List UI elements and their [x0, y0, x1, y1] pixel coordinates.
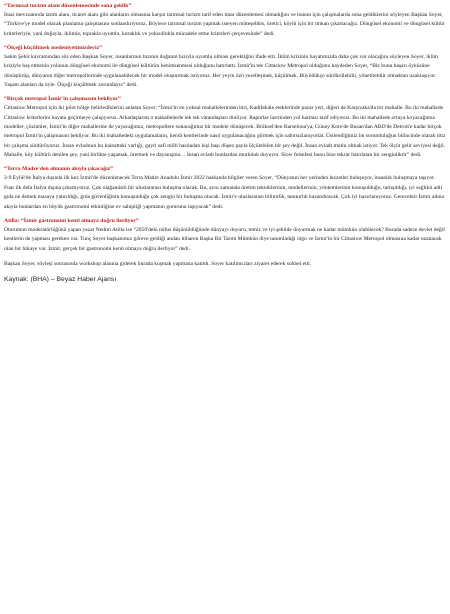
- section-terra-madre: [4, 166, 446, 211]
- section-paragraph: İmar mevzuatında tarım alanı, ticaret alanı gibi alanların olmasına karşın tarımsal turizm tarif eden imar düzenlemesi olmadığını ve bunun için çalışmalarda sona geldiklerini söyleyen Başkan Soyer, “Türkiye'ye model olacak planlama çalışmasını sonlandırıyoruz. Böylece tarımsal turizm yapmak isteyen müteşebbis, üretici, köylü için bir imkan çıkartacağız. Döngüsel ekonomi ve döngüsel kültür kriterleriyle, yani doğayla, iklimle, toprakla uyumlu, kuraklık ve yoksullukla mücadele etme kriterleri çerçevesinde” dedi.: [4, 12, 445, 37]
- section-heading: “Ölçeği küçültmek medeniyetimizdeyiz”: [4, 45, 102, 52]
- section-paragraph: Oturumun moderatörlüğünü yapan yazar Nedim Atilla ise “2050'deki nüfus düşünüldüğünde dünyayı doyuru, temiz ve iyi şekilde doyurmak ne kadar mümkün olabilecek? Burada sadece devlet değil kentlerin de yapması gereken var. Tunç Soyer başkanımız göreve geldiği andan itibaren Başka Bir Tarım Mümkün diye tanımladığı olgu ve İzmir'in bir Cittaslow Metropol olmasına kadar uzanacak olan bir hikaye var. İzmir, gerçek bir gastronomi kenti olmaya doğru ilerliyor” dedi.: [4, 226, 445, 252]
- article-content: [0, 0, 450, 284]
- section-paragraph: 2-9 Eylül'de İtalya dışında ilk kez İzmir'de düzenlenecek Terra Madre Anadolu İzmir 2022 hakkında bilgiler veren Soyer, “Dünyanın her yerinden lezzetler buluşuyor, insanlık buluşmaya taşıyor. Fuar ilk defa İtalya dışına çıkartıyoruz. Çok olağanüstü bir uluslararası buluşma olacak. Bu, aynı zamanda üretim tekniklerinin, modellerinin, yöntemlerinin konuşulduğu, tartışıldığı, iyi sağlıklı adil gıda ne demek masaya yatırıldığı, gıda güvenliğinin konuşulduğu çok zengin bir buluşma olacak. İzmir'e uluslararası bilinirlik, tanınırlık kazandıracak. Çok iyi hazırlanıyoruz. Gerecektir İzmir adına akıyla bunlardan en büyük gastronomi etkinliğine ev sahipliği yapmanın gururunu taşıyacak” dedi.: [4, 175, 444, 210]
- section-olcegi-kucultmek: [4, 45, 446, 90]
- section-heading: Atilla: “İzmir gastronomi kenti olmaya doğru ilerliyor”: [4, 217, 139, 224]
- section-paragraph: Cittaslow Metropol için iki pilot bölge belirlediklerini anlatan Soyer, “İzmir'in en yoksul mahallelerinden biri, Kadifekale eteklerinde pazar yeri, diğeri de Karşıyaka'da bir mahalle. Bu iki mahallede Cittaslow kriterlerini hayata geçirmeye çalışıyoruz. Arkadaşlarım o mahallelerde tek tek vatandaşları dinliyor. Raporlar üzerinden yol haritası tarif ediyoruz. Bu iki mahallede ortaya koyacağımız modeller, çözümler, İzmir'in diğer mahallerine de yayacağımız, metropollere sunacağımız bir modele dönüşecek. Brüksel'den Barselona'ya, Güney Kore'de Busan'dan ABD'de Detroit'e kadar birçok metropol İzmir'in çalışmasını bekliyor. Bu iki mahalledeki uygulamaların, kendi kentlerinde nasıl uygulanacağını görmek için sabırsızlanıyorlar. Üstlendiğimiz bu sorumluluğun bilincinde olarak titiz bir çalışma sürdürüyoruz. İnsan evladının bu kainattaki varlığı, gayri safi milli hasıladan kişi başı düşen payla ölçülebilen bir şey değil. İnsan evladı mutlu olmak istiyor. Tek ölçüt gelir seviyesi değil. Mahalle, köy kültürü denilen şey, yani birlikte yaşamak, üretmek ve dayanışma… İnsan evladı bunlardan mutluluk duyuyor. Slow felsefesi bunu bize tekrar hatırlatan bir zenginliktir” dedi.: [4, 105, 446, 159]
- source-credit: Kaynak: (BHA) – Beyaz Haber Ajansı: [4, 276, 117, 284]
- section-heading: “Terra Madre'den alınanın akıyla çıkacağız”: [4, 166, 114, 173]
- section-atilla: [4, 218, 446, 254]
- section-paragraph: Sakin Şehir kavramından söz eden Başkan Soyer, insanlarının hızının doğanın hızıyla uyumlu olması gerektiğini ifade etti. İklim krizinin hayatımızda daha çok var olacağını söyleyen Soyer, iklim kriziyle baş etmenin yolunun döngüsel ekonomi ile döngüsel kültürün benimsenmesi olduğunu hatırlattı. İzmir'in tek Cittaslow Metropol olduğunu kaydeden Soyer, “Biz bunu başarı öyküsüne dönüştürüp, dünyanın diğer metropollerinde uygulanabilecek bir model oluşturmak istiyoruz. Her yeyin özü yerelleşmek, küçülmek. Büyüdükçe sürdürülebilir, yönetilebilir olmaktan uzaklaşıyor. Yaşam alanları da öyle. Ölçeği küçültmek zorundayız” dedi.: [4, 54, 438, 89]
- section-metropol: [4, 96, 446, 160]
- section-heading: “Tarımsal turizm alanı düzenlemesinde sona geldik”: [4, 3, 132, 9]
- section-heading: “Birçok metropol İzmir'in çalışmasını bekliyor”: [4, 96, 121, 103]
- section-tarimsal-turizm: [4, 3, 446, 39]
- closing-paragraph: Başkan Soyer, söyleşi sonrasında workshop alanına giderek burada kuşmak yapmana katıldı. Soyer katılımcıları ziyaret ederek sohbet etti.: [4, 260, 312, 267]
